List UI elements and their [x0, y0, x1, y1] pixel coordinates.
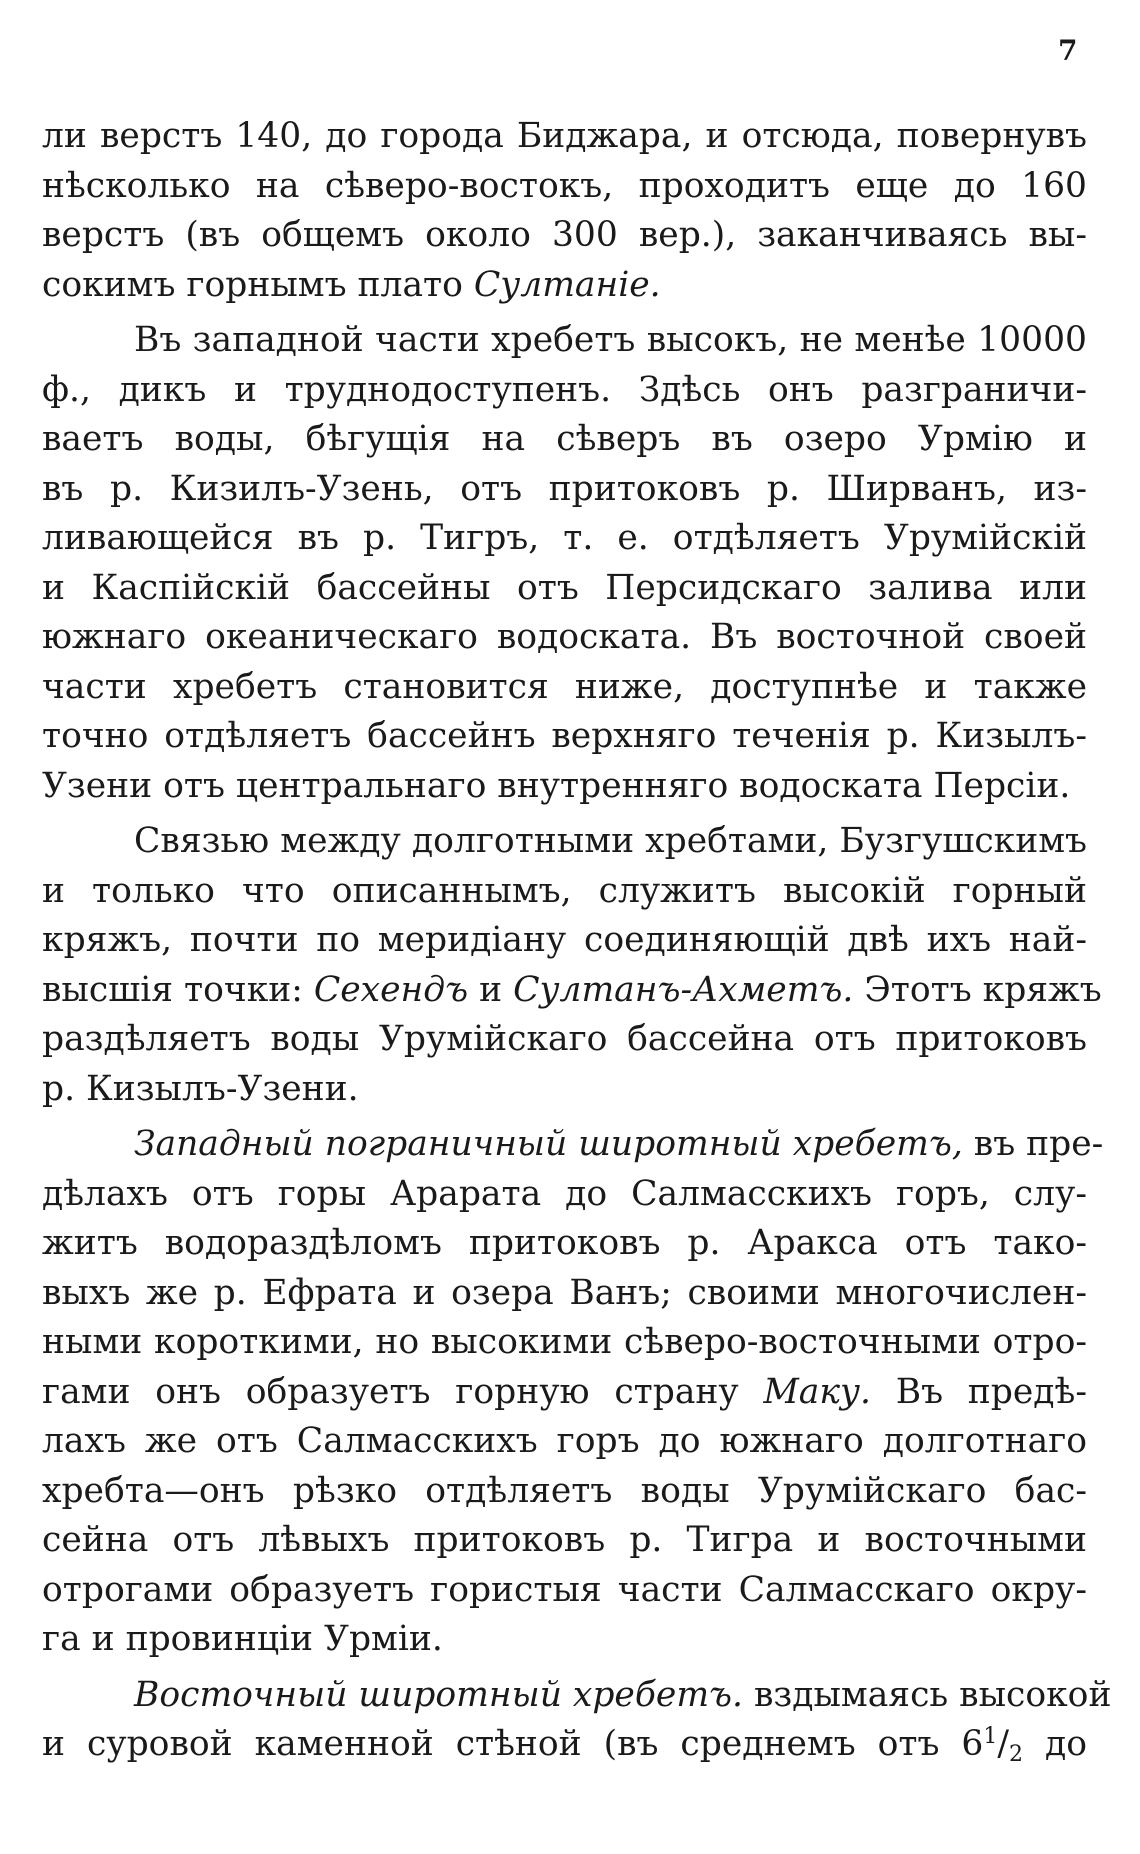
text-line: житъ водораздѣломъ притоковъ р. Аракса отъ тако- — [42, 1223, 1087, 1263]
text-line — [42, 1368, 1087, 1418]
text-run: сокимъ горнымъ плато — [42, 264, 474, 305]
text-line — [42, 261, 1087, 311]
text-line: хребта—онъ рѣзко отдѣляетъ воды Урумійскаго бас- — [42, 1470, 1087, 1511]
text-line: р. Кизылъ-Узени. — [42, 1068, 359, 1109]
paragraph — [42, 1120, 1104, 1665]
italic-term: Восточный широтный хребетъ. — [134, 1674, 743, 1715]
text-line: ф., дикъ и труднодоступенъ. Здѣсь онъ разграничи- — [42, 369, 1087, 410]
text-run: Этотъ кряжъ — [853, 969, 1102, 1010]
text-run: / — [997, 1724, 1010, 1764]
text-run: высшія точки: — [42, 969, 314, 1010]
paragraph — [42, 316, 1087, 811]
page-number: 7 — [1058, 34, 1078, 67]
paragraph — [42, 817, 1102, 1114]
text-run: вздымаясь высокой — [743, 1674, 1112, 1715]
italic-term: Маку. — [763, 1371, 871, 1412]
text-line: ливающейся въ р. Тигръ, т. е. отдѣляетъ Урумійскій — [42, 518, 1087, 558]
text-line: и только что описаннымъ, служитъ высокій горный — [42, 870, 1087, 911]
paragraph — [42, 112, 1087, 310]
text-line: точно отдѣляетъ бассейнъ верхняго теченія р. Кизылъ- — [42, 716, 1087, 756]
text-line: части хребетъ становится ниже, доступнѣе и также — [42, 666, 1087, 707]
text-line — [42, 1120, 1104, 1170]
text-line: Узени отъ центральнаго внутренняго водоската Персіи. — [42, 765, 1071, 806]
text-line: въ р. Кизилъ-Узень, отъ притоковъ р. Ширванъ, из- — [42, 468, 1087, 509]
text-run: и — [468, 969, 514, 1010]
fraction-numerator: 1 — [983, 1724, 998, 1749]
fraction-denominator: 2 — [1009, 1742, 1024, 1767]
italic-term: Западный пограничный широтный хребетъ, — [134, 1124, 963, 1164]
text-line: южнаго океаническаго водоската. Въ восточной своей — [42, 617, 1087, 657]
text-run: до — [1023, 1724, 1087, 1764]
text-line: раздѣляетъ воды Урумійскаго бассейна отъ притоковъ — [42, 1019, 1087, 1059]
text-run: гами онъ образуетъ горную страну — [42, 1371, 764, 1412]
text-line: выхъ же р. Ефрата и озера Ванъ; своими многочислен- — [42, 1272, 1087, 1313]
text-column — [42, 112, 1112, 1770]
text-line: Въ западной части хребетъ высокъ, не менѣе 10000 — [134, 320, 1087, 360]
text-line: нѣсколько на сѣверо-востокъ, проходитъ еще до 160 — [42, 165, 1087, 206]
italic-term: Султанъ-Ахметъ. — [513, 969, 854, 1010]
text-line: кряжъ, почти по меридіану соединяющій двѣ ихъ най- — [42, 920, 1087, 960]
text-line: га и провинціи Урміи. — [42, 1619, 443, 1659]
text-run: Въ предѣ- — [870, 1371, 1087, 1412]
text-line: ными короткими, но высокими сѣверо-восточными отро- — [42, 1322, 1087, 1362]
text-line — [42, 1720, 1087, 1770]
text-line: лахъ же отъ Салмасскихъ горъ до южнаго долготнаго — [42, 1421, 1087, 1461]
italic-term: Султаніе. — [473, 264, 661, 305]
text-line — [42, 966, 1102, 1016]
text-line: верстъ (въ общемъ около 300 вер.), заканчиваясь вы- — [42, 215, 1087, 255]
text-line: ли верстъ 140, до города Биджара, и отсюда, повернувъ — [42, 116, 1087, 156]
text-line: дѣлахъ отъ горы Арарата до Салмасскихъ горъ, слу- — [42, 1173, 1087, 1214]
paragraph — [42, 1671, 1112, 1770]
text-line: и Каспійскій бассейны отъ Персидскаго залива или — [42, 567, 1087, 608]
text-line: ваетъ воды, бѣгущія на сѣверъ въ озеро Урмію и — [42, 419, 1087, 459]
text-line — [42, 1671, 1112, 1721]
text-line: сейна отъ лѣвыхъ притоковъ р. Тигра и восточными — [42, 1520, 1087, 1560]
text-run: и суровой каменной стѣной (въ среднемъ отъ 6 — [42, 1724, 984, 1764]
text-line: Связью между долготными хребтами, Бузгушскимъ — [134, 821, 1087, 861]
text-run: въ пре- — [962, 1124, 1104, 1164]
text-line: отрогами образуетъ гористыя части Салмасскаго окру- — [42, 1569, 1087, 1610]
italic-term: Сехендъ — [313, 969, 469, 1010]
